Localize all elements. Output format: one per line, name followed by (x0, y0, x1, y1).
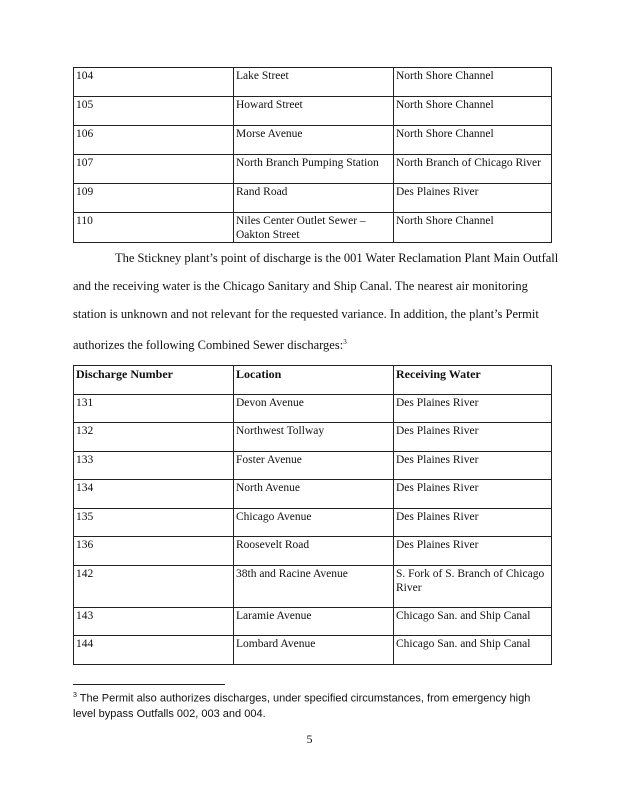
table-row (74, 184, 552, 213)
location-cell: Niles Center Outlet Sewer – Oakton Street (234, 213, 394, 243)
location-cell: Laramie Avenue (234, 607, 394, 636)
outfall-table-continued (73, 67, 552, 243)
receiving-water-cell: Des Plaines River (394, 480, 552, 509)
table-row (74, 97, 552, 126)
receiving-water-cell: Des Plaines River (394, 394, 552, 423)
page-number: 5 (306, 732, 313, 746)
table-row (74, 480, 552, 509)
location-cell: Northwest Tollway (234, 423, 394, 452)
discharge-number-cell: 143 (74, 607, 234, 636)
discharge-number-cell: 104 (74, 68, 234, 97)
table-row (74, 394, 552, 423)
receiving-water-cell: Des Plaines River (394, 184, 552, 213)
table-row (74, 423, 552, 452)
footnote-marker: 3 (73, 692, 77, 699)
location-cell: Foster Avenue (234, 451, 394, 480)
footnote-text: The Permit also authorizes discharges, under specified circumstances, from emergency high level bypass Outfalls 002, 003 and 004. (73, 692, 531, 720)
receiving-water-cell: North Shore Channel (394, 68, 552, 97)
receiving-water-cell: North Shore Channel (394, 97, 552, 126)
location-cell: Lake Street (234, 68, 394, 97)
combined-sewer-discharges-table (73, 365, 552, 665)
receiving-water-cell: North Branch of Chicago River (394, 155, 552, 184)
receiving-water-cell: Des Plaines River (394, 451, 552, 480)
discharge-number-cell: 131 (74, 394, 234, 423)
location-cell: Lombard Avenue (234, 636, 394, 665)
location-cell: Chicago Avenue (234, 508, 394, 537)
receiving-water-cell: Des Plaines River (394, 508, 552, 537)
location-cell: Howard Street (234, 97, 394, 126)
table-row (74, 537, 552, 566)
paragraph-line: station is unknown and not relevant for the requested variance. In addition, the plant’s Permit (73, 307, 539, 321)
discharge-number-cell: 105 (74, 97, 234, 126)
location-cell: Roosevelt Road (234, 537, 394, 566)
receiving-water-cell: Chicago San. and Ship Canal (394, 636, 552, 665)
discharge-number-cell: 142 (74, 565, 234, 607)
discharge-number-cell: 107 (74, 155, 234, 184)
receiving-water-cell: Chicago San. and Ship Canal (394, 607, 552, 636)
receiving-water-cell: Des Plaines River (394, 423, 552, 452)
location-cell: Morse Avenue (234, 126, 394, 155)
discharge-number-cell: 110 (74, 213, 234, 243)
table-header-row (74, 366, 552, 395)
location-cell: North Avenue (234, 480, 394, 509)
discharge-number-cell: 133 (74, 451, 234, 480)
paragraph-line: The Stickney plant’s point of discharge is the 001 Water Reclamation Plant Main Outfall (115, 251, 559, 265)
table-row (74, 155, 552, 184)
discharge-number-cell: 134 (74, 480, 234, 509)
table-row (74, 126, 552, 155)
table-row (74, 636, 552, 665)
table-row (74, 565, 552, 607)
column-header-discharge-number: Discharge Number (74, 366, 234, 395)
location-cell: Rand Road (234, 184, 394, 213)
location-cell: Devon Avenue (234, 394, 394, 423)
discharge-number-cell: 109 (74, 184, 234, 213)
discharge-number-cell: 144 (74, 636, 234, 665)
table-row (74, 213, 552, 243)
column-header-receiving-water: Receiving Water (394, 366, 552, 395)
paragraph-line: and the receiving water is the Chicago Sanitary and Ship Canal. The nearest air monitoring (73, 279, 528, 293)
discharge-number-cell: 132 (74, 423, 234, 452)
receiving-water-cell: S. Fork of S. Branch of Chicago River (394, 565, 552, 607)
footnote-reference: 3 (343, 338, 347, 346)
table-row (74, 451, 552, 480)
location-cell: North Branch Pumping Station (234, 155, 394, 184)
receiving-water-cell: Des Plaines River (394, 537, 552, 566)
location-cell: 38th and Racine Avenue (234, 565, 394, 607)
table-row (74, 607, 552, 636)
body-paragraph (73, 244, 559, 359)
discharge-number-cell: 136 (74, 537, 234, 566)
footnote (73, 688, 551, 722)
footnote-divider (73, 684, 225, 685)
column-header-location: Location (234, 366, 394, 395)
table-row (74, 508, 552, 537)
paragraph-line-text: authorizes the following Combined Sewer discharges: (73, 338, 344, 353)
receiving-water-cell: North Shore Channel (394, 213, 552, 243)
discharge-number-cell: 106 (74, 126, 234, 155)
discharge-number-cell: 135 (74, 508, 234, 537)
paragraph-line (73, 328, 551, 359)
receiving-water-cell: North Shore Channel (394, 126, 552, 155)
table-row (74, 68, 552, 97)
